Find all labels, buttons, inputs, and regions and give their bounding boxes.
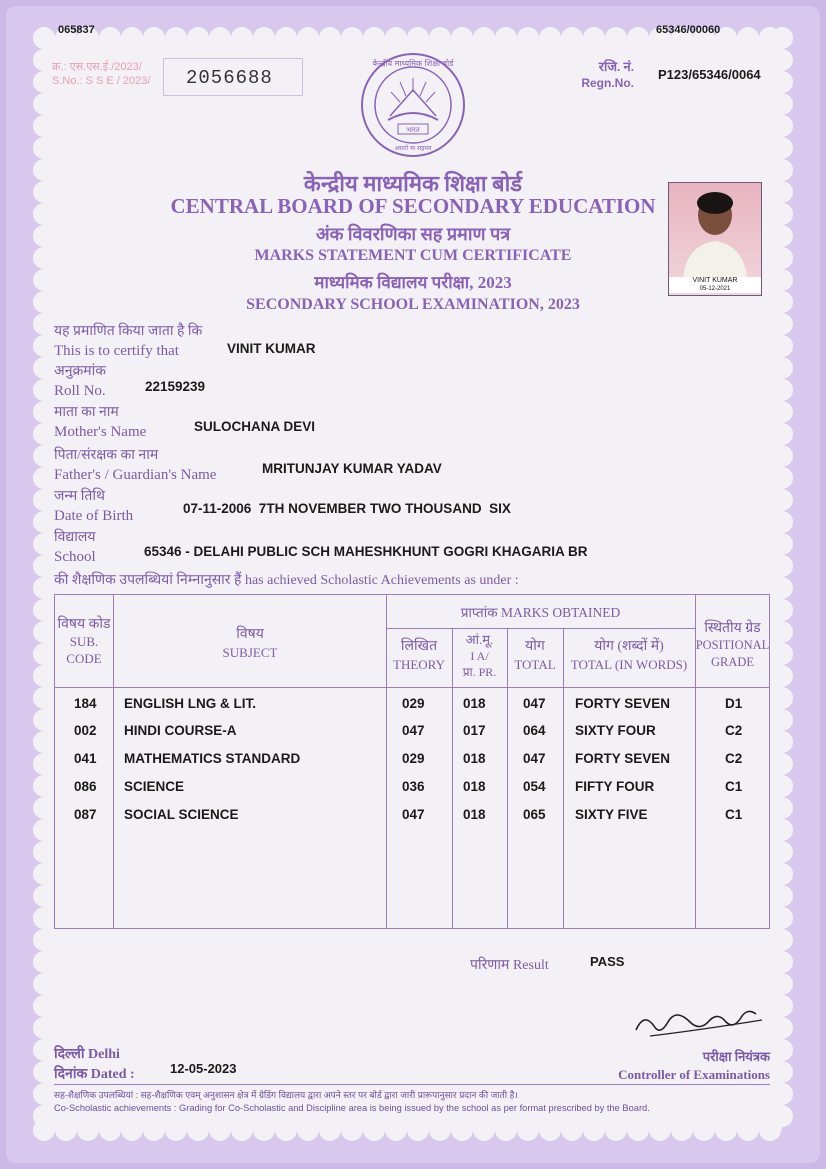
header-sub-code — [54, 616, 114, 667]
header-grade-en1: POSITIONAL — [695, 638, 770, 652]
date-of-birth: 07-11-2006 7TH NOVEMBER TWO THOUSAND SIX — [183, 501, 511, 516]
cert-title-en: MARKS STATEMENT CUM CERTIFICATE — [254, 247, 572, 264]
footer-divider — [54, 1084, 770, 1085]
row-words: FIFTY FOUR — [575, 779, 655, 794]
achieved-line — [54, 570, 519, 589]
board-title-en: CENTRAL BOARD OF SECONDARY EDUCATION — [170, 194, 656, 218]
row-theory: 029 — [402, 696, 425, 711]
result-value: PASS — [590, 954, 625, 969]
row-code: 184 — [74, 696, 97, 711]
header-grade-en2: GRADE — [710, 655, 755, 669]
result-label — [470, 955, 549, 974]
controller-hi: परीक्षा नियंत्रक — [702, 1049, 770, 1064]
row-subject: SCIENCE — [124, 779, 185, 794]
emblem-text-top: केन्द्रीय माध्यमिक शिक्षा बोर्ड — [372, 59, 454, 68]
note-hi: सह-शैक्षणिक उपलब्धियां : सह-शैक्षणिक एवम् अनुशासन क्षेत्र में ग्रेडिंग विद्यालय द्वारा अपने स्तर पर बोर्ड द्वारा जारी प्रारूपानुसार प्रदान की जाती है। — [54, 1090, 518, 1100]
row-grade: C2 — [725, 751, 743, 766]
candidate-photo — [668, 182, 762, 296]
regn-label-hi: रजि. नं. — [598, 59, 634, 74]
header-ia-pr — [452, 632, 507, 680]
header-grade — [695, 620, 770, 671]
row-subject: ENGLISH LNG & LIT. — [124, 696, 257, 711]
school-label-en: School — [54, 549, 96, 565]
row-theory: 047 — [402, 807, 425, 822]
row-total: 065 — [523, 807, 546, 822]
header-grade-hi: स्थितीय ग्रेड — [704, 621, 761, 636]
roll-label-hi: अनुक्रमांक — [54, 364, 106, 379]
dated-label — [54, 1064, 135, 1083]
father-label-hi: पिता/संरक्षक का नाम — [54, 448, 159, 463]
note-en: Co-Scholastic achievements : Grading for Co-Scholastic and Discipline area is being issued by the school as per format prescribed by the Board. — [54, 1103, 650, 1113]
header-ia-en1: I A/ — [470, 649, 489, 663]
header-subject-hi: विषय — [236, 627, 264, 642]
cert-title-hi: अंक विवरणिका सह प्रमाण पत्र — [315, 224, 511, 244]
row-words: FORTY SEVEN — [575, 696, 671, 711]
result-label-en: Result — [512, 958, 549, 973]
header-words-en: TOTAL (IN WORDS) — [570, 657, 688, 672]
controller-en: Controller of Examinations — [618, 1067, 770, 1082]
emblem-text-mid: भारत — [406, 126, 420, 134]
header-ia-en2: प्रा. PR. — [462, 665, 497, 679]
serial-number: 2056688 — [186, 67, 273, 89]
row-grade: C1 — [725, 779, 743, 794]
regn-label — [572, 58, 634, 92]
certify-label-en: This is to certify that — [54, 343, 179, 359]
dated-en: Dated : — [90, 1067, 135, 1082]
cbse-emblem — [358, 50, 468, 162]
place-en: Delhi — [88, 1047, 120, 1062]
candidate-name: VINIT KUMAR — [227, 341, 316, 356]
header-marks-obtained — [386, 603, 695, 621]
roll-label-en: Roll No. — [54, 383, 106, 399]
header-ia-hi: आं.मू. — [465, 632, 494, 647]
row-code: 087 — [74, 807, 97, 822]
person-silhouette-icon — [669, 183, 761, 277]
row-subject: SOCIAL SCIENCE — [124, 807, 239, 822]
mother-label-hi: माता का नाम — [54, 405, 119, 420]
serial-label — [52, 60, 150, 88]
issue-date: 12-05-2023 — [170, 1061, 237, 1076]
achieved-en: has achieved Scholastic Achievements as under : — [244, 573, 519, 588]
header-words-hi: योग (शब्दों में) — [594, 639, 664, 654]
photo-caption-date: 05-12-2021 — [699, 286, 731, 292]
row-code: 002 — [74, 723, 97, 738]
regn-label-en: Regn.No. — [581, 76, 634, 90]
row-total: 047 — [523, 751, 546, 766]
place-hi: दिल्ली — [54, 1047, 85, 1062]
row-subject: HINDI COURSE-A — [124, 723, 237, 738]
dob-label-hi: जन्म तिथि — [54, 489, 105, 504]
school-name: 65346 - DELAHI PUBLIC SCH MAHESHKHUNT GOGRI KHAGARIA BR — [144, 544, 588, 559]
row-words: FORTY SEVEN — [575, 751, 671, 766]
row-total: 054 — [523, 779, 546, 794]
row-subject: MATHEMATICS STANDARD — [124, 751, 301, 766]
dated-hi: दिनांक — [54, 1067, 88, 1082]
row-total: 047 — [523, 696, 546, 711]
mother-label-en: Mother's Name — [54, 424, 147, 440]
co-scholastic-note — [54, 1089, 770, 1115]
top-left-code: 065837 — [58, 24, 95, 36]
row-total: 064 — [523, 723, 546, 738]
row-grade: C1 — [725, 807, 743, 822]
header-theory-en: THEORY — [393, 657, 445, 672]
dob-label-en: Date of Birth — [54, 508, 134, 524]
regn-number: P123/65346/0064 — [658, 67, 761, 82]
row-ia: 017 — [463, 723, 486, 738]
row-words: SIXTY FIVE — [575, 807, 648, 822]
header-marks-en: MARKS OBTAINED — [500, 605, 621, 620]
header-sub-code-en1: SUB. — [69, 634, 99, 649]
mother-name: SULOCHANA DEVI — [194, 419, 316, 434]
controller-signature — [630, 1000, 770, 1045]
photo-caption — [669, 277, 761, 293]
exam-title-hi: माध्यमिक विद्यालय परीक्षा, 2023 — [314, 273, 512, 292]
row-grade: C2 — [725, 723, 743, 738]
row-ia: 018 — [463, 807, 486, 822]
achieved-hi: की शैक्षणिक उपलब्धियां निम्नानुसार हैं — [54, 573, 242, 588]
serial-label-hi: क्र.: एस.एस.ई./2023/ — [52, 61, 142, 73]
top-right-code: 65346/00060 — [656, 24, 721, 36]
photo-caption-name: VINIT KUMAR — [692, 277, 738, 284]
header-marks-hi: प्राप्तांक — [460, 605, 498, 620]
row-theory: 029 — [402, 751, 425, 766]
header-theory — [386, 638, 452, 674]
place — [54, 1044, 120, 1063]
certify-label-hi: यह प्रमाणित किया जाता है कि — [54, 324, 203, 339]
row-words: SIXTY FOUR — [575, 723, 656, 738]
emblem-text-bottom: असतो मा सद्गमय — [394, 145, 432, 152]
serial-label-en: S.No.: S S E / 2023/ — [52, 75, 151, 87]
header-subject — [114, 626, 386, 662]
row-theory: 036 — [402, 779, 425, 794]
row-ia: 018 — [463, 696, 486, 711]
exam-title-en: SECONDARY SCHOOL EXAMINATION, 2023 — [246, 296, 580, 313]
result-label-hi: परिणाम — [470, 958, 510, 973]
header-sub-code-en2: CODE — [66, 651, 102, 666]
controller-title — [560, 1048, 770, 1084]
father-name: MRITUNJAY KUMAR YADAV — [262, 461, 442, 476]
row-ia: 018 — [463, 751, 486, 766]
header-total-en: TOTAL — [514, 657, 556, 672]
row-code: 041 — [74, 751, 97, 766]
row-ia: 018 — [463, 779, 486, 794]
header-sub-code-hi: विषय कोड — [57, 617, 111, 632]
board-title-hi: केन्द्रीय माध्यमिक शिक्षा बोर्ड — [303, 171, 523, 196]
header-subject-en: SUBJECT — [222, 645, 278, 660]
roll-number: 22159239 — [145, 379, 206, 394]
header-theory-hi: लिखित — [400, 639, 438, 654]
header-total — [507, 638, 563, 674]
father-label-en: Father's / Guardian's Name — [54, 467, 217, 483]
header-total-hi: योग — [525, 639, 545, 654]
header-total-words — [563, 638, 695, 674]
row-grade: D1 — [725, 696, 743, 711]
row-code: 086 — [74, 779, 97, 794]
row-theory: 047 — [402, 723, 425, 738]
school-label-hi: विद्यालय — [54, 530, 96, 545]
